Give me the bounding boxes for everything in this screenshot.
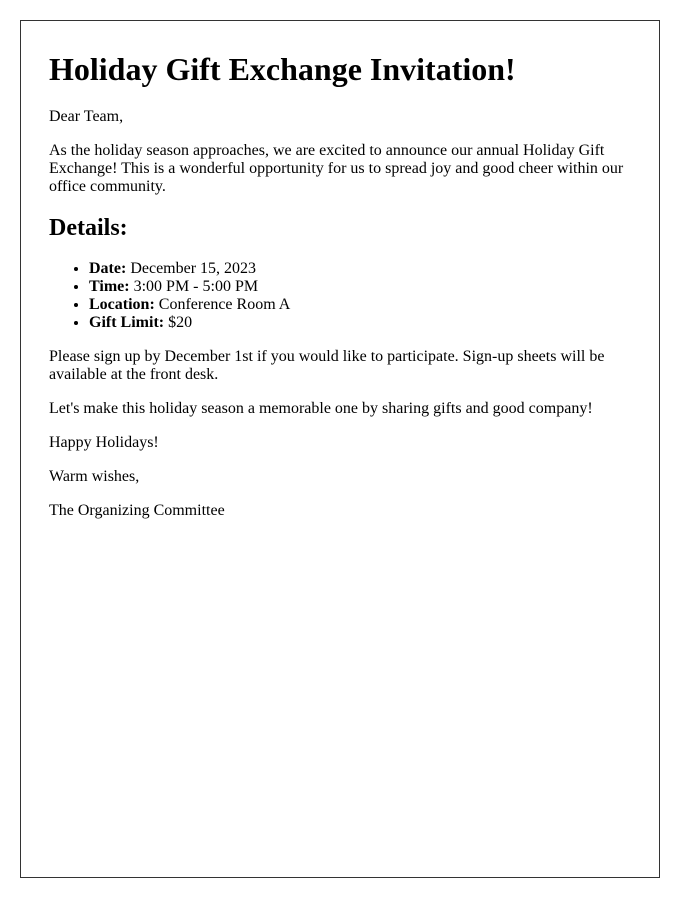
detail-label: Date: bbox=[89, 260, 127, 277]
sign-off: Warm wishes, bbox=[49, 468, 140, 485]
detail-item-date bbox=[89, 260, 631, 278]
detail-value: 3:00 PM - 5:00 PM bbox=[133, 278, 259, 295]
detail-label: Gift Limit: bbox=[89, 314, 165, 331]
detail-value: $20 bbox=[168, 314, 193, 331]
signature: The Organizing Committee bbox=[49, 502, 225, 519]
details-list bbox=[49, 260, 631, 332]
detail-item-location bbox=[89, 296, 631, 314]
detail-label: Location: bbox=[89, 296, 155, 313]
details-heading: Details: bbox=[49, 215, 128, 241]
detail-item-gift-limit bbox=[89, 314, 631, 332]
detail-value: Conference Room A bbox=[158, 296, 291, 313]
holiday-wish: Happy Holidays! bbox=[49, 434, 159, 451]
greeting: Dear Team, bbox=[49, 108, 124, 125]
intro-paragraph: As the holiday season approaches, we are excited to announce our annual Holiday Gift Exchange! This is a wonderful opportunity for us to spread joy and good cheer within our office community. bbox=[49, 142, 624, 195]
signup-paragraph: Please sign up by December 1st if you would like to participate. Sign-up sheets will be available at the front desk. bbox=[49, 348, 605, 383]
detail-value: December 15, 2023 bbox=[130, 260, 257, 277]
detail-label: Time: bbox=[89, 278, 130, 295]
closing-paragraph: Let's make this holiday season a memorable one by sharing gifts and good company! bbox=[49, 400, 593, 417]
detail-item-time bbox=[89, 278, 631, 296]
letter-page bbox=[20, 20, 660, 878]
letter-title: Holiday Gift Exchange Invitation! bbox=[49, 51, 516, 87]
